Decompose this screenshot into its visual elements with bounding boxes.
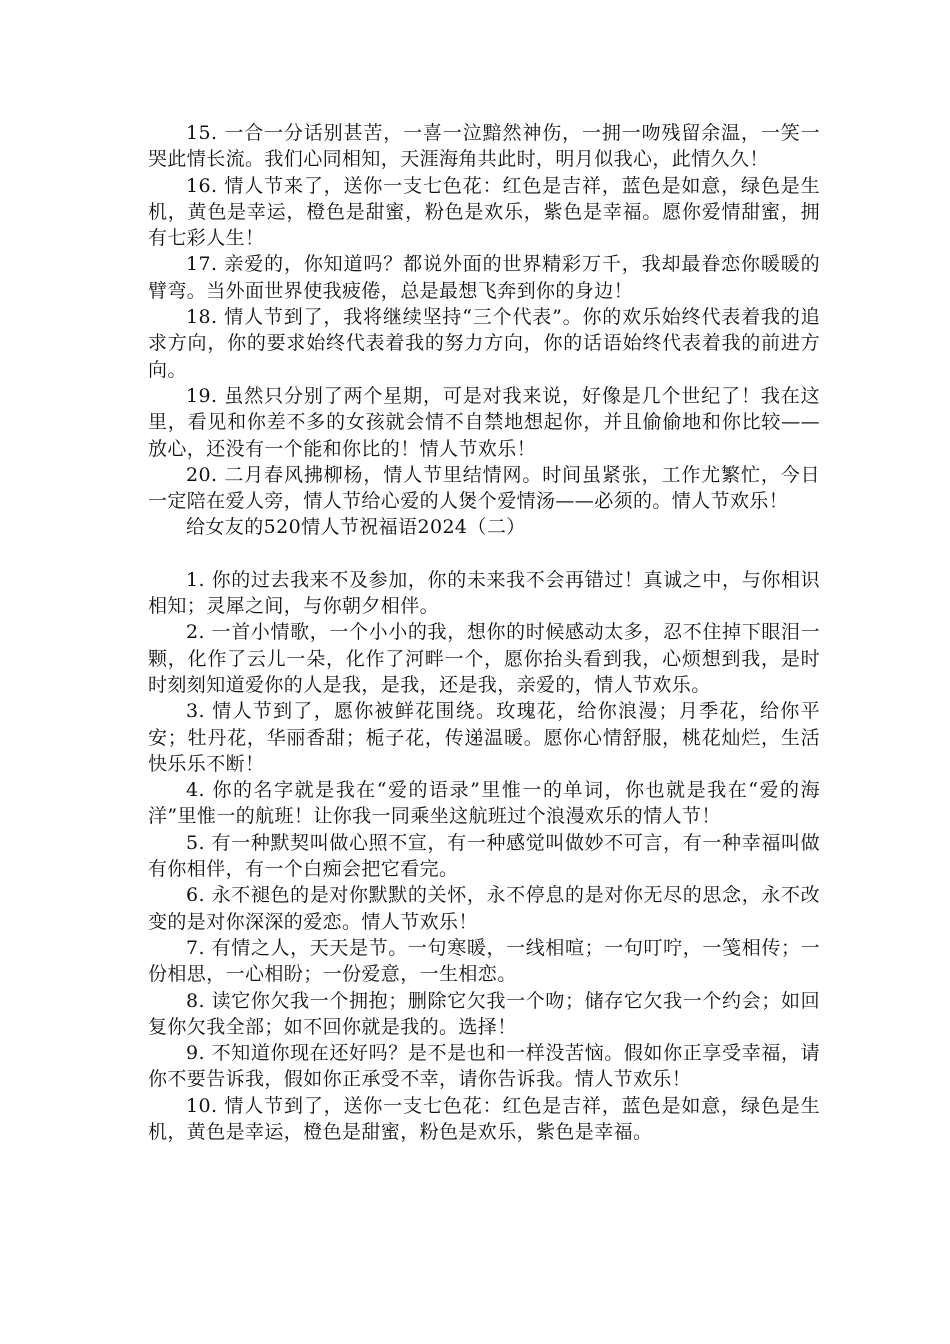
- paragraph-8: 8. 读它你欠我一个拥抱；删除它欠我一个吻；储存它欠我一个约会；如回复你欠我全部；如不回你就是我的。选择！: [148, 989, 820, 1038]
- paragraph-2: 2. 一首小情歌，一个小小的我，想你的时候感动太多，忍不住掉下眼泪一颗，化作了云儿一朵，化作了河畔一个，愿你抬头看到我，心烦想到我，是时时刻刻知道爱你的人是我，是我，还是我，亲爱的，情人节欢乐。: [148, 621, 820, 696]
- paragraph-20: 20. 二月春风拂柳杨，情人节里结情网。时间虽紧张，工作尤繁忙，今日一定陪在爱人旁，情人节给心爱的人煲个爱情汤——必须的。情人节欢乐！: [148, 463, 820, 513]
- paragraph-7: 7. 有情之人，天天是节。一句寒暖，一线相喧；一句叮咛，一笺相传；一份相思，一心相盼；一份爱意，一生相恋。: [148, 936, 820, 986]
- paragraph-17: 17. 亲爱的，你知道吗？都说外面的世界精彩万千，我却最眷恋你暖暖的臂弯。当外面世界使我疲倦，总是最想飞奔到你的身边！: [148, 253, 820, 302]
- paragraph-10: 10. 情人节到了，送你一支七色花：红色是吉祥，蓝色是如意，绿色是生机，黄色是幸运，橙色是甜蜜，粉色是欢乐，紫色是幸福。: [148, 1094, 820, 1143]
- paragraph-15: 15. 一合一分话别甚苦，一喜一泣黯然神伤，一拥一吻残留余温，一笑一哭此情长流。我们心同相知，天涯海角共此时，明月似我心，此情久久！: [148, 122, 820, 171]
- paragraph-4: 4. 你的名字就是我在“爱的语录”里惟一的单词，你也就是我在“爱的海洋”里惟一的航班！让你我一同乘坐这航班过个浪漫欢乐的情人节！: [148, 779, 820, 828]
- section-heading: 给女友的520情人节祝福语2024（二）: [186, 516, 526, 539]
- paragraph-1: 1. 你的过去我来不及参加，你的未来我不会再错过！真诚之中，与你相识相知；灵犀之间，与你朝夕相伴。: [148, 568, 820, 618]
- paragraph-16: 16. 情人节来了，送你一支七色花：红色是吉祥，蓝色是如意，绿色是生机，黄色是幸运，橙色是甜蜜，粉色是欢乐，紫色是幸福。愿你爱情甜蜜，拥有七彩人生！: [148, 174, 820, 250]
- document-page: [148, 120, 820, 1145]
- paragraph-3: 3. 情人节到了，愿你被鲜花围绕。玫瑰花，给你浪漫；月季花，给你平安；牡丹花，华丽香甜；栀子花，传递温暖。愿你心情舒服，桃花灿烂，生活快乐乐不断！: [148, 700, 820, 775]
- paragraph-5: 5. 有一种默契叫做心照不宣，有一种感觉叫做妙不可言，有一种幸福叫做有你相伴，有一个白痴会把它看完。: [148, 831, 820, 881]
- paragraph-9: 9. 不知道你现在还好吗？是不是也和一样没苦恼。假如你正享受幸福，请你不要告诉我，假如你正承受不幸，请你告诉我。情人节欢乐！: [148, 1042, 820, 1091]
- paragraph-19: 19. 虽然只分别了两个星期，可是对我来说，好像是几个世纪了！我在这里，看见和你差不多的女孩就会情不自禁地想起你，并且偷偷地和你比较——放心，还没有一个能和你比的！情人节欢乐！: [148, 384, 820, 460]
- paragraph-6: 6. 永不褪色的是对你默默的关怀，永不停息的是对你无尽的思念，永不改变的是对你深深的爱恋。情人节欢乐！: [148, 884, 820, 933]
- paragraph-18: 18. 情人节到了，我将继续坚持“三个代表”。你的欢乐始终代表着我的追求方向，你的要求始终代表着我的努力方向，你的话语始终代表着我的前进方向。: [148, 306, 820, 381]
